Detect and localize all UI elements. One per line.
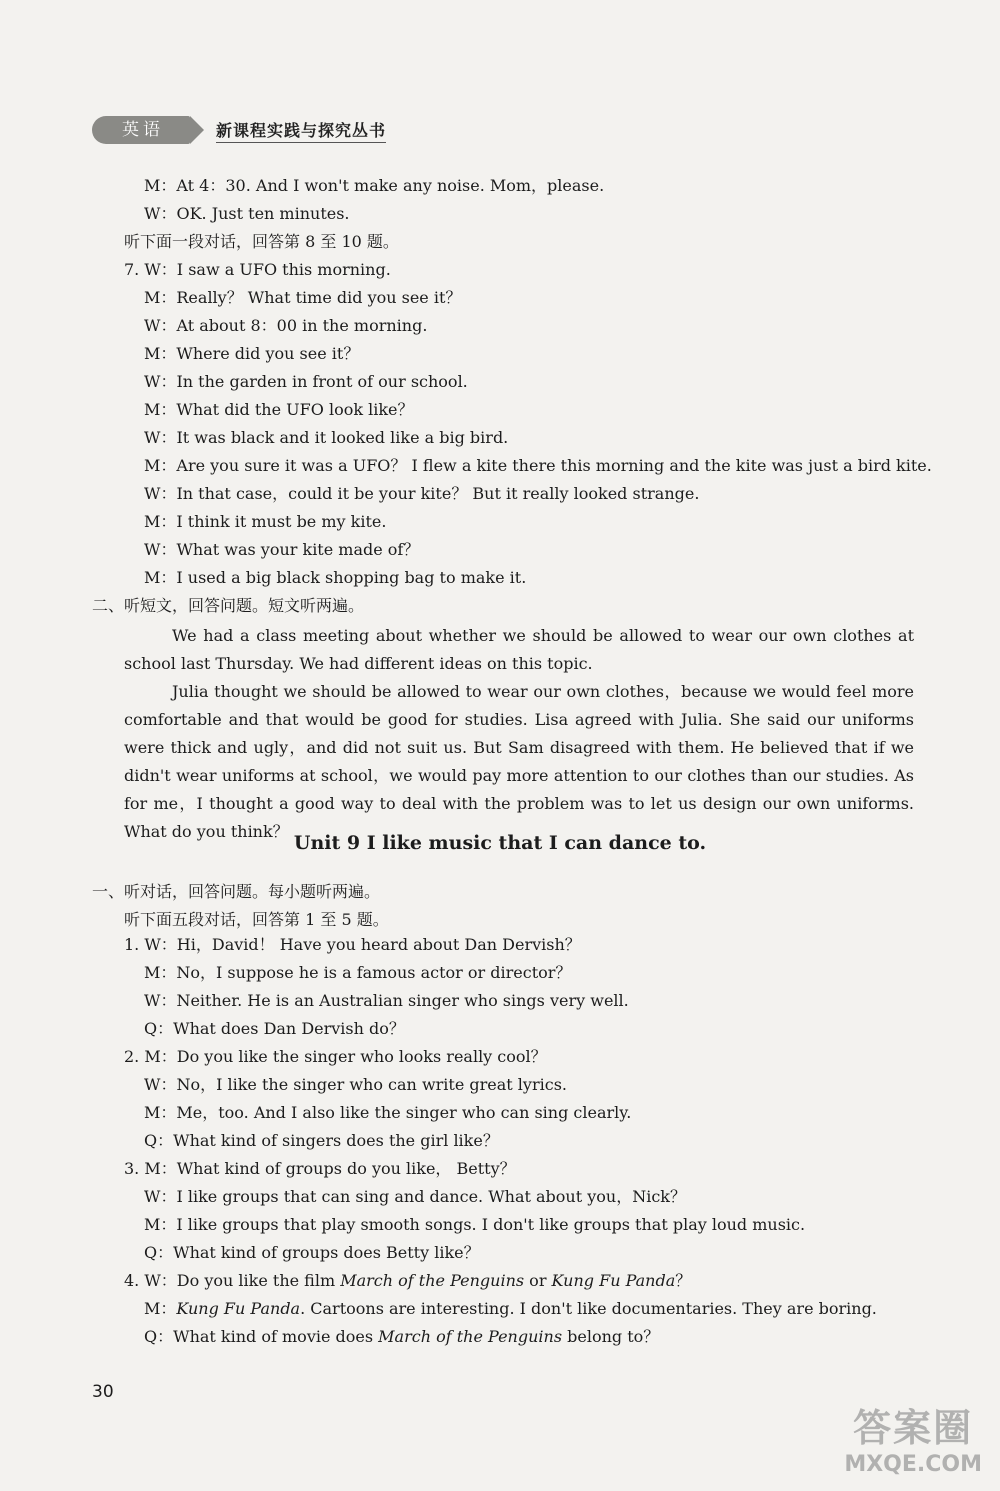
unit-title: Unit 9 I like music that I can dance to. (293, 832, 707, 854)
dialog-line: M：I used a big black shopping bag to make it. (144, 568, 527, 587)
watermark-logo (844, 1397, 982, 1477)
text-segment: . Cartoons are interesting. I don't like documentaries. They are boring. (300, 1299, 877, 1318)
dialog-line: M：Me，too. And I also like the singer who can sing clearly. (144, 1103, 632, 1122)
dialog-line: M：Where did you see it？ (144, 344, 360, 363)
instruction: 听下面五段对话，回答第 1 至 5 题。 (124, 910, 389, 929)
dialog-line: M：At 4：30. And I won't make any noise. Mom，please. (144, 176, 605, 195)
dialog-line: M：I think it must be my kite. (144, 512, 387, 531)
passage-paragraph: We had a class meeting about whether we should be allowed to wear our own clothes at school last Thursday. We had different ideas on this topic. (124, 626, 914, 673)
question-line: Q：What does Dan Dervish do？ (144, 1019, 405, 1038)
film-title: Kung Fu Panda (176, 1299, 301, 1318)
watermark-url: MXQE.COM (844, 1452, 982, 1477)
dialog-line: M：What did the UFO look like？ (144, 400, 414, 419)
series-title: 新课程实践与探究丛书 (216, 118, 386, 143)
dialog-line: 7. W：I saw a UFO this morning. (124, 260, 391, 279)
dialog-line: M：Really？ What time did you see it？ (144, 288, 462, 307)
text-segment: M： (144, 1299, 177, 1318)
dialog-line (124, 1271, 691, 1291)
dialog-line: W：In that case，could it be your kite？ But it really looked strange. (144, 484, 700, 503)
text-segment: belong to？ (562, 1327, 660, 1346)
text-segment: 4. W：Do you like the film (124, 1271, 341, 1290)
question-line: Q：What kind of singers does the girl like？ (144, 1131, 499, 1150)
film-title: March of the Penguins (340, 1271, 525, 1290)
text-segment: ？ (675, 1271, 692, 1290)
film-title: March of the Penguins (378, 1327, 563, 1346)
dialog-line (144, 1299, 877, 1319)
dialog-line: M：Are you sure it was a UFO？ I flew a kite there this morning and the kite was just a bird kite. (144, 456, 932, 475)
dialog-line: W：No，I like the singer who can write great lyrics. (144, 1075, 567, 1094)
page-header (92, 116, 386, 144)
film-title: Kung Fu Panda (551, 1271, 676, 1290)
text-segment: Q：What kind of movie does (144, 1327, 379, 1346)
section-heading: 一、听对话，回答问题。每小题听两遍。 (92, 882, 381, 901)
section-heading: 二、听短文，回答问题。短文听两遍。 (92, 596, 365, 615)
dialog-line: W：OK. Just ten minutes. (144, 204, 350, 223)
dialog-line: W：What was your kite made of？ (144, 540, 420, 559)
dialog-line: W：I like groups that can sing and dance. What about you，Nick？ (144, 1187, 686, 1206)
dialog-line: M：I like groups that play smooth songs. I don't like groups that play loud music. (144, 1215, 806, 1234)
dialog-line: 2. M：Do you like the singer who looks really cool？ (124, 1047, 547, 1066)
dialog-line: 3. M：What kind of groups do you like， Betty？ (124, 1159, 516, 1178)
passage-paragraph: Julia thought we should be allowed to wear our own clothes，because we would feel more comfortable and that would be good for studies. Lisa agreed with Julia. She said our uniforms were thick and ugly，and did not suit us. But Sam disagreed with them. He believed that if we didn't wear uniforms at school，we would pay more attention to our clothes than our studies. As for me，I thought a good way to deal with the problem was to let us design our own uniforms. What do you think？ (124, 682, 914, 841)
dialog-line: M：No，I suppose he is a famous actor or director？ (144, 963, 572, 982)
watermark-text: 答案圈 (853, 1406, 974, 1450)
dialog-line: W：Neither. He is an Australian singer who sings very well. (144, 991, 629, 1010)
instruction: 听下面一段对话，回答第 8 至 10 题。 (124, 232, 399, 251)
question-line (144, 1327, 659, 1347)
subject-tab: 英语 (92, 116, 190, 144)
dialog-line: W：In the garden in front of our school. (144, 372, 468, 391)
dialog-line: 1. W：Hi，David！ Have you heard about Dan Dervish？ (124, 935, 581, 954)
page-number: 30 (92, 1382, 114, 1402)
dialog-line: W：At about 8：00 in the morning. (144, 316, 428, 335)
dialog-line: W：It was black and it looked like a big bird. (144, 428, 509, 447)
question-line: Q：What kind of groups does Betty like？ (144, 1243, 480, 1262)
text-segment: or (524, 1271, 552, 1290)
